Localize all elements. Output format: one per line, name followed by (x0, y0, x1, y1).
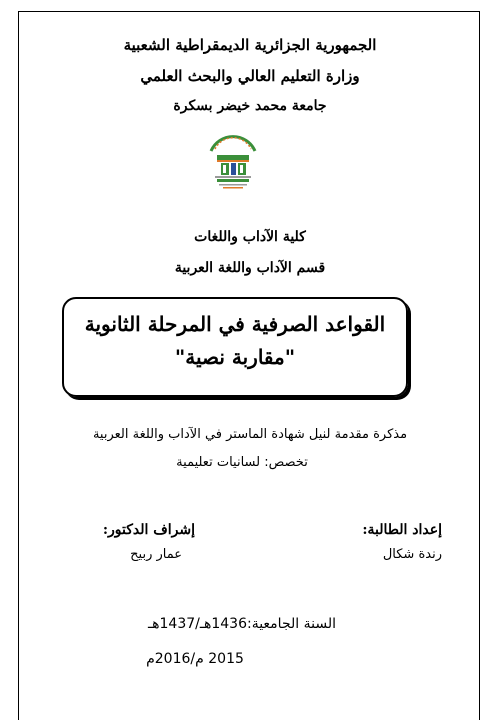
student-label: إعداد الطالبة: (362, 522, 442, 538)
student-name: رندة شكال (382, 547, 442, 562)
university-heading: جامعة محمد خيضر بسكرة (173, 98, 327, 114)
thesis-purpose: مذكرة مقدمة لنيل شهادة الماستر في الآداب واللغة العربية (92, 427, 408, 442)
department-heading: قسم الآداب واللغة العربية (174, 260, 326, 276)
republic-heading: الجمهورية الجزائرية الديمقراطية الشعبية (123, 36, 377, 54)
academic-year-hijri: السنة الجامعية:1436هـ/1437هـ (148, 616, 336, 632)
ministry-heading: وزارة التعليم العالي والبحث العلمي (140, 67, 360, 85)
academic-year-gregorian: 2015 م/2016م (146, 651, 244, 667)
university-seal-icon (205, 135, 261, 193)
supervisor-name: عمار ربيح (130, 547, 182, 562)
thesis-title: القواعد الصرفية في المرحلة الثانوية (84, 312, 386, 336)
supervisor-label: إشراف الدكتور: (102, 522, 195, 538)
thesis-subtitle: "مقاربة نصية" (174, 345, 296, 369)
college-heading: كلية الآداب واللغات (194, 229, 306, 245)
thesis-specialty: تخصص: لسانيات تعليمية (176, 455, 308, 470)
